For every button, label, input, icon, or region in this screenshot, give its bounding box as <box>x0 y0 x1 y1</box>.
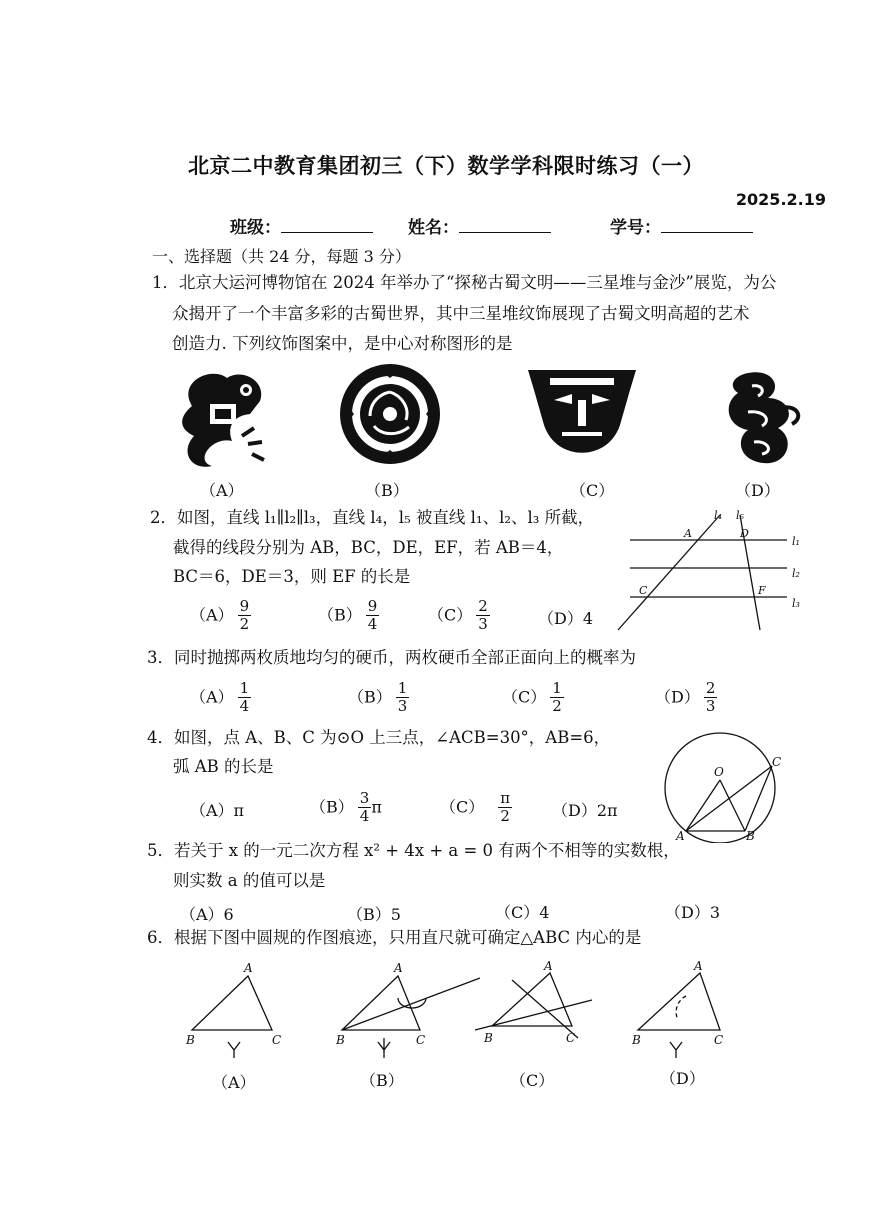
id-blank[interactable] <box>661 218 753 233</box>
pattern-d-image <box>729 372 799 463</box>
q5-option-d[interactable]: （D）3 <box>665 903 721 922</box>
svg-text:B: B <box>336 1033 345 1047</box>
q6-label-a[interactable]: （A） <box>212 1073 256 1092</box>
label-l2: l₂ <box>792 567 800 580</box>
svg-text:A: A <box>394 961 403 975</box>
pattern-c-image <box>528 370 636 453</box>
q3-option-d[interactable]: （D） $\frac{2}{3}$ <box>655 679 716 716</box>
class-field <box>230 213 373 238</box>
id-field <box>610 213 753 238</box>
q4-option-b[interactable]: （B） $\frac{3}{4}$ π <box>310 789 382 826</box>
svg-text:C: C <box>566 1031 576 1045</box>
circle-o <box>665 733 775 843</box>
q5-option-c[interactable]: （C）4 <box>495 903 550 922</box>
label-a: A <box>684 527 692 540</box>
q5-line2: 则实数 a 的值可以是 <box>173 871 326 890</box>
q4-option-d[interactable]: （D）2π <box>552 801 618 820</box>
q5-option-b[interactable]: （B）5 <box>347 905 401 924</box>
q4-option-c[interactable]: （C） $\frac{\pi}{2}$ <box>440 789 511 826</box>
q6-line1: 6．根据下图中圆规的作图痕迹，只用直尺就可确定△ABC 内心的是 <box>147 928 642 947</box>
q1-patterns <box>160 360 820 472</box>
q4-option-a[interactable]: （A）π <box>190 801 245 820</box>
q1-label-a[interactable]: （A） <box>200 481 244 500</box>
q6-label-c[interactable]: （C） <box>510 1071 555 1090</box>
q6-figure-c <box>475 959 592 1045</box>
svg-text:C: C <box>272 1033 282 1047</box>
q5-option-a[interactable]: （A）6 <box>180 905 234 924</box>
q6-label-b[interactable]: （B） <box>360 1071 404 1090</box>
q2-figure <box>612 505 812 635</box>
svg-text:B: B <box>632 1033 641 1047</box>
section-title: 一、选择题（共 24 分，每题 3 分） <box>152 247 411 266</box>
q3-line1: 3．同时抛掷两枚质地均匀的硬币，两枚硬币全部正面向上的概率为 <box>147 648 636 667</box>
label-o: O <box>714 765 724 779</box>
q2-line2: 截得的线段分别为 AB，BC，DE，EF，若 AB＝4， <box>173 538 564 557</box>
q4-line2: 弧 AB 的长是 <box>173 757 274 776</box>
svg-text:A: A <box>244 961 253 975</box>
line-l4 <box>618 515 720 630</box>
q5-line1: 5．若关于 x 的一元二次方程 x² + 4x + a = 0 有两个不相等的实数根， <box>147 841 680 860</box>
svg-text:C: C <box>714 1033 724 1047</box>
q2-line3: BC＝6，DE＝3，则 EF 的长是 <box>173 567 411 586</box>
q4-figure <box>660 728 790 843</box>
svg-text:C: C <box>416 1033 426 1047</box>
q6-figures <box>180 958 740 1058</box>
q1-line3: 创造力. 下列纹饰图案中，是中心对称图形的是 <box>172 334 513 353</box>
q3-option-b[interactable]: （B） $\frac{1}{3}$ <box>348 679 408 716</box>
q4-line1: 4．如图，点 A、B、C 为⊙O 上三点，∠ACB=30°，AB=6， <box>147 728 611 747</box>
pattern-a-image <box>182 374 264 467</box>
class-blank[interactable] <box>281 218 373 233</box>
name-blank[interactable] <box>459 218 551 233</box>
exam-date: 2025.2.19 <box>735 190 826 209</box>
pattern-b-image <box>340 364 440 464</box>
svg-text:A: A <box>694 959 703 973</box>
q2-option-b[interactable]: （B） $\frac{9}{4}$ <box>318 597 378 634</box>
svg-text:A: A <box>544 959 553 973</box>
svg-text:B: B <box>484 1031 493 1045</box>
name-field <box>408 213 551 238</box>
q6-figure-a <box>185 961 281 1058</box>
q3-option-a[interactable]: （A） $\frac{1}{4}$ <box>190 679 250 716</box>
label-f: F <box>758 584 766 597</box>
name-label: 姓名： <box>408 218 459 238</box>
svg-text:B: B <box>186 1033 195 1047</box>
label-b: B <box>746 829 755 843</box>
label-c: C <box>639 584 648 597</box>
q2-option-a[interactable]: （A） $\frac{9}{2}$ <box>190 597 250 634</box>
label-l5: l₅ <box>736 509 744 522</box>
q3-option-c[interactable]: （C） $\frac{1}{2}$ <box>502 679 562 716</box>
q1-label-c[interactable]: （C） <box>570 481 615 500</box>
segment-oa <box>686 780 720 831</box>
q1-label-b[interactable]: （B） <box>365 481 409 500</box>
q6-label-d[interactable]: （D） <box>660 1069 705 1088</box>
class-label: 班级： <box>230 218 281 238</box>
label-c: C <box>772 755 782 769</box>
q1-label-d[interactable]: （D） <box>735 481 780 500</box>
q6-figure-b <box>335 961 480 1058</box>
q2-option-c[interactable]: （C） $\frac{2}{3}$ <box>428 597 488 634</box>
label-a: A <box>676 829 685 843</box>
q6-figure-d <box>631 959 723 1058</box>
label-l4: l₄ <box>714 509 722 522</box>
segment-ob <box>720 780 745 831</box>
label-l3: l₃ <box>792 597 800 610</box>
page-title: 北京二中教育集团初三（下）数学学科限时练习（一） <box>188 154 704 178</box>
q1-line2: 众揭开了一个丰富多彩的古蜀世界，其中三星堆纹饰展现了古蜀文明高超的艺术 <box>172 304 750 323</box>
q2-option-d[interactable]: （D）4 <box>538 609 594 628</box>
q2-line1: 2．如图，直线 l₁∥l₂∥l₃，直线 l₄，l₅ 被直线 l₁、l₂、l₃ 所截， <box>150 508 595 527</box>
label-d: D <box>740 527 749 540</box>
label-l1: l₁ <box>792 535 800 548</box>
q1-line1: 1．北京大运河博物馆在 2024 年举办了“探秘古蜀文明——三星堆与金沙”展览，为公 <box>152 273 777 292</box>
id-label: 学号： <box>610 218 661 238</box>
